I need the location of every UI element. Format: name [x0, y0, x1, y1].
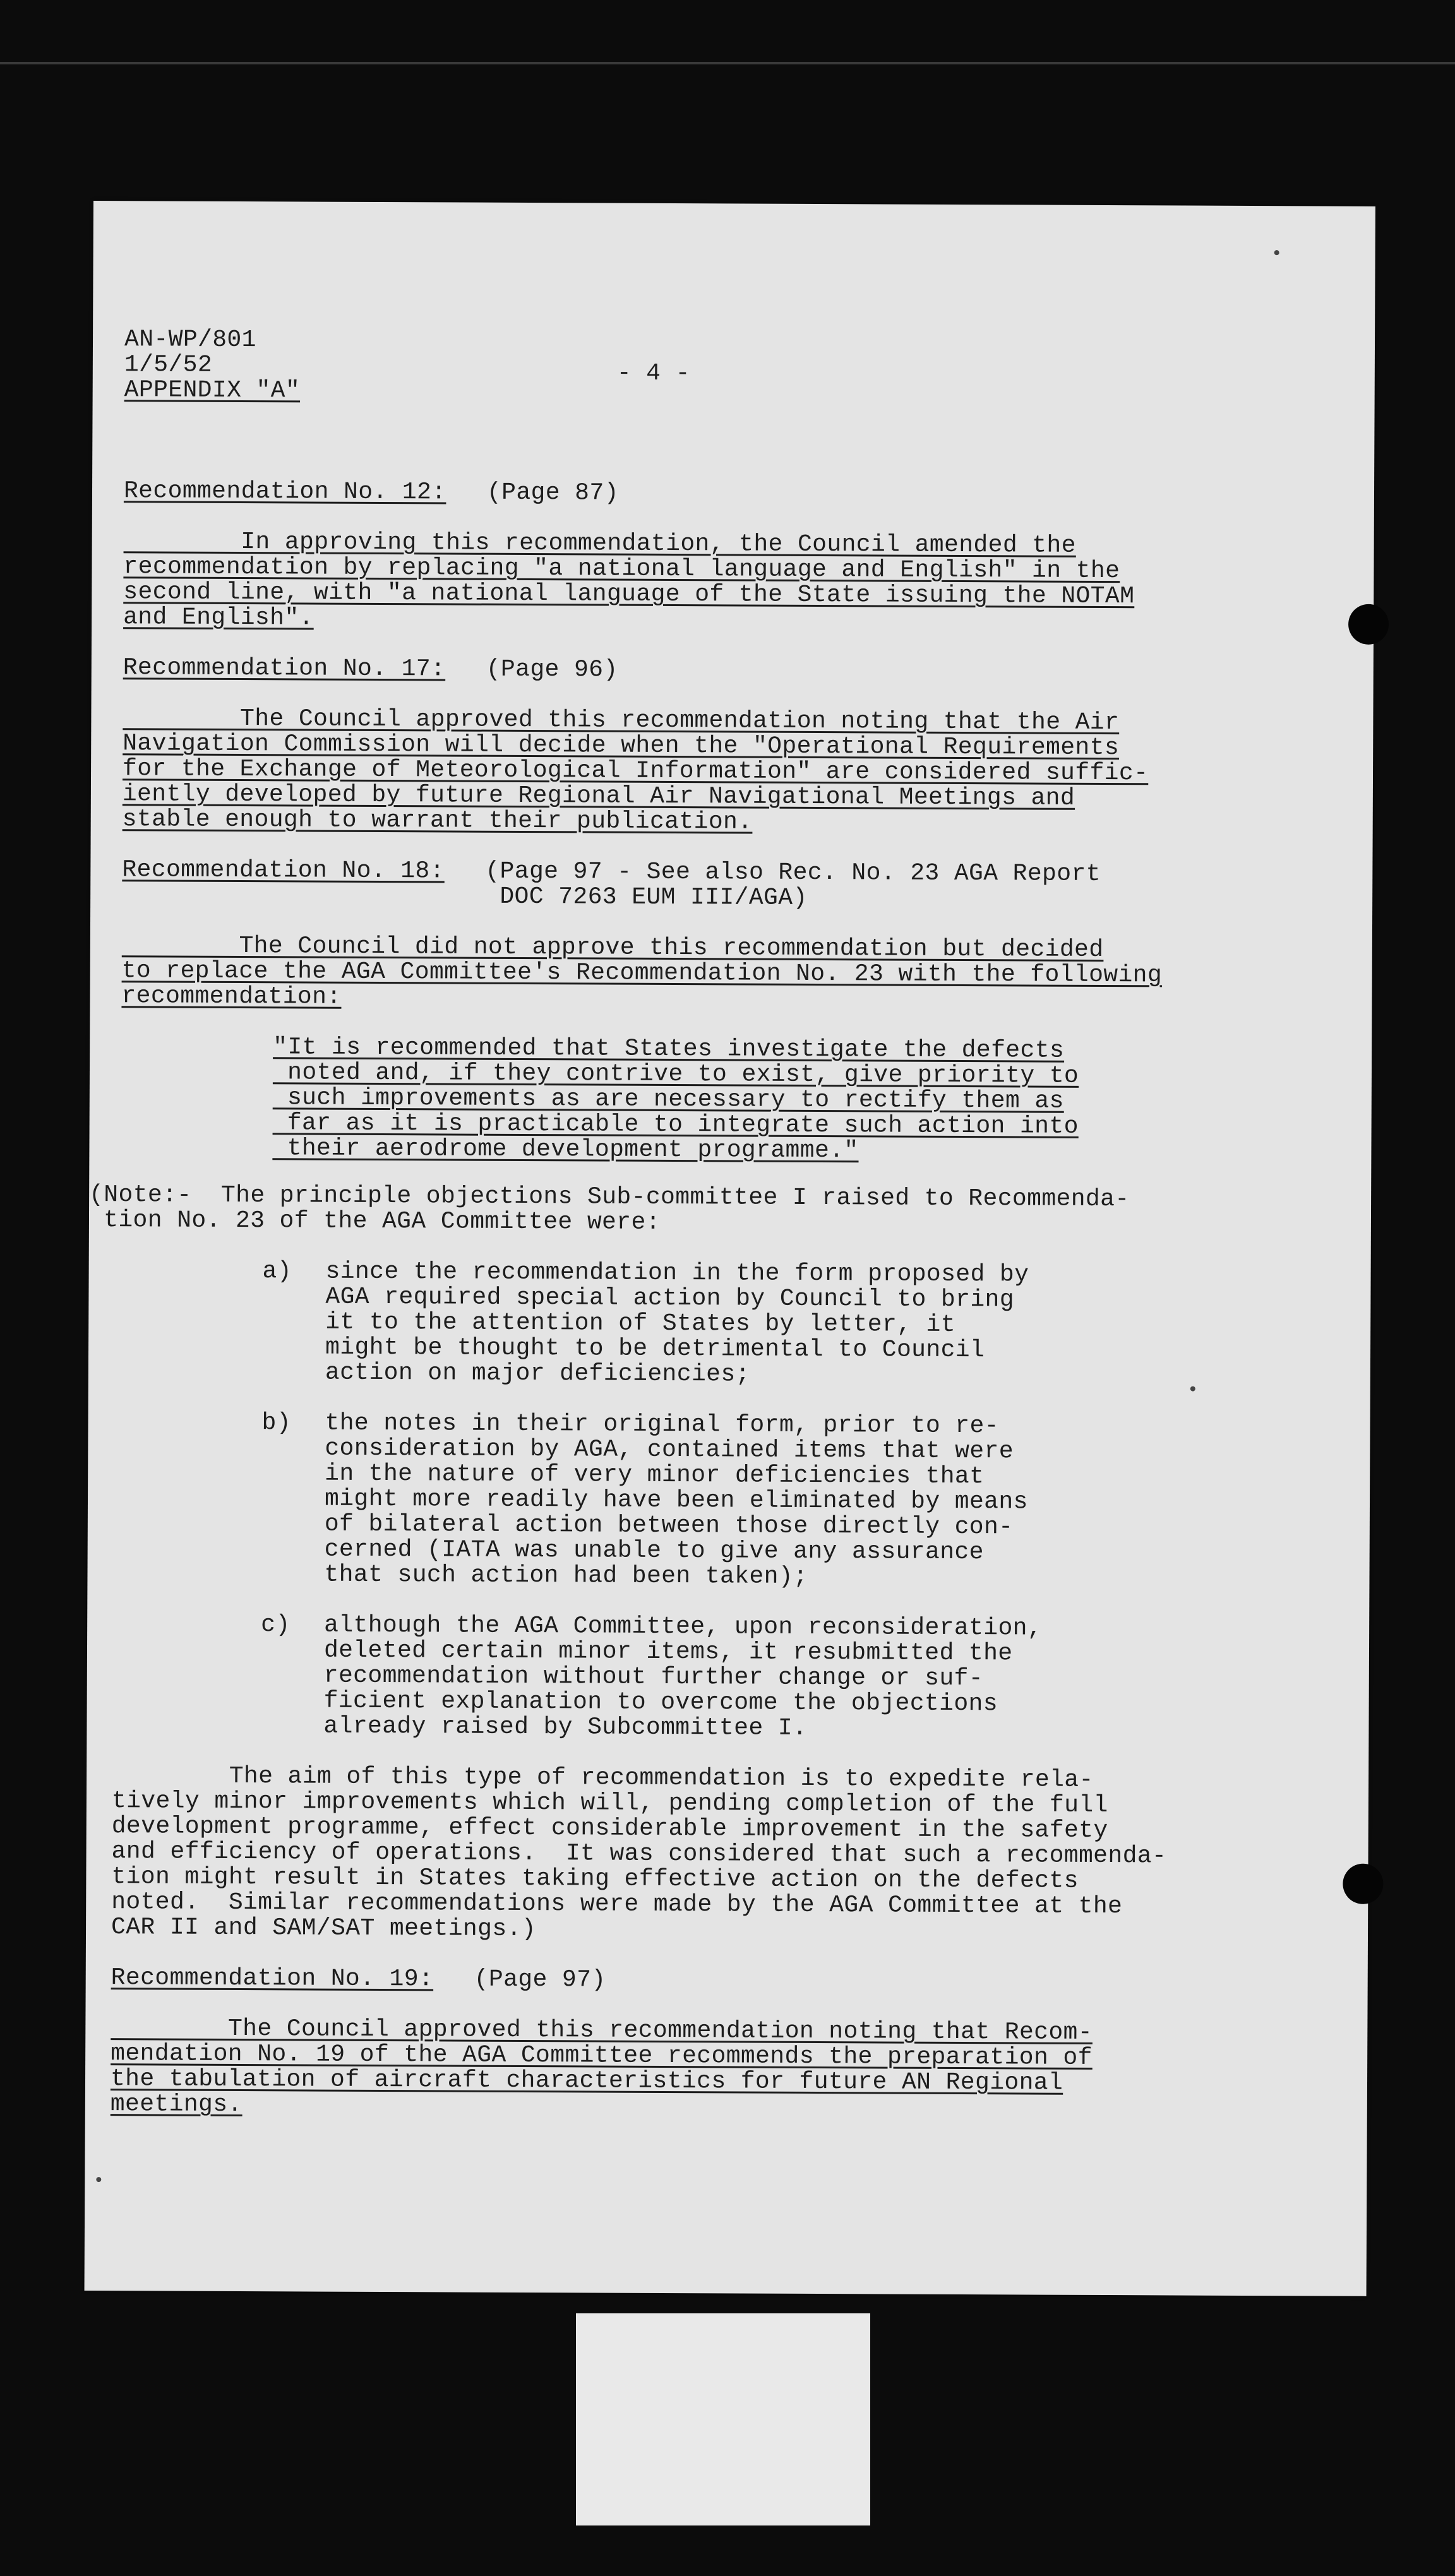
- rec17-line: iently developed by future Regional Air Navigational Meetings and: [122, 780, 1075, 812]
- punch-hole: [1348, 604, 1389, 645]
- list-item-line: might more readily have been eliminated by means: [324, 1485, 1028, 1516]
- dust-speck: [1274, 250, 1279, 255]
- appendix-label: APPENDIX "A": [124, 376, 301, 405]
- list-item-line: already raised by Subcommittee I.: [323, 1712, 808, 1742]
- paragraph-line: The aim of this type of recommendation is to expedite rela-: [112, 1762, 1094, 1794]
- list-item-line: action on major deficiencies;: [325, 1359, 750, 1388]
- punch-hole: [1343, 1864, 1383, 1904]
- rec19-page-ref: (Page 97): [474, 1965, 606, 1994]
- film-edge: [0, 62, 1455, 64]
- list-item-line: of bilateral action between those directly con-: [324, 1510, 1014, 1541]
- dust-speck: [96, 2177, 101, 2182]
- quote-line: "It is recommended that States investigate the defects: [273, 1034, 1065, 1064]
- paragraph-line: tively minor improvements which will, pending completion of the full: [111, 1787, 1108, 1820]
- list-item-line: AGA required special action by Council to bring: [325, 1283, 1015, 1314]
- paragraph-line: CAR II and SAM/SAT meetings.): [111, 1914, 537, 1943]
- document-page: [85, 201, 1375, 2296]
- list-item-line: that such action had been taken);: [324, 1561, 808, 1590]
- rec18-line: to replace the AGA Committee's Recommendation No. 23 with the following: [121, 957, 1163, 989]
- quote-line: far as it is practicable to integrate such action into: [272, 1109, 1079, 1140]
- list-item-line: the notes in their original form, prior to re-: [325, 1409, 1000, 1440]
- rec17-line: stable enough to warrant their publication.: [122, 806, 753, 836]
- rec18-line: recommendation:: [121, 982, 342, 1011]
- quote-line: noted and, if they contrive to exist, give priority to: [272, 1059, 1079, 1090]
- rec12-line: recommendation by replacing "a national language and English" in the: [123, 553, 1120, 585]
- rec19-line: the tabulation of aircraft characteristics for future AN Regional: [110, 2065, 1063, 2097]
- list-item-line: cerned (IATA was unable to give any assurance: [324, 1535, 984, 1566]
- dust-speck: [1190, 1386, 1195, 1392]
- paragraph-line: tion might result in States taking effective action on the defects: [111, 1863, 1079, 1895]
- blank-target-card: [576, 2313, 870, 2525]
- list-item-line: in the nature of very minor deficiencies that: [325, 1460, 985, 1491]
- rec17-line: Navigation Commission will decide when the "Operational Requirements: [123, 730, 1120, 762]
- rec12-heading: Recommendation No. 12:: [123, 477, 446, 506]
- list-item-line: since the recommendation in the form proposed by: [325, 1258, 1029, 1289]
- paragraph-line: noted. Similar recommendations were made by the AGA Committee at the: [111, 1888, 1123, 1921]
- rec12-page-ref: (Page 87): [486, 479, 619, 507]
- list-item-line: might be thought to be detrimental to Council: [325, 1333, 985, 1364]
- rec18-heading: Recommendation No. 18:: [122, 856, 445, 885]
- page-number: - 4 -: [616, 359, 690, 388]
- doc-date: 1/5/52: [124, 351, 213, 379]
- list-item-line: although the AGA Committee, upon reconsideration,: [324, 1611, 1043, 1642]
- paragraph-line: and efficiency of operations. It was considered that such a recommenda-: [111, 1838, 1167, 1870]
- list-item-line: deleted certain minor items, it resubmitted the: [323, 1637, 1013, 1667]
- list-item-line: ficient explanation to overcome the objections: [323, 1687, 998, 1718]
- rec19-line: mendation No. 19 of the AGA Committee recommends the preparation of: [111, 2040, 1093, 2072]
- rec17-heading: Recommendation No. 17:: [123, 654, 446, 683]
- quote-line: their aerodrome development programme.": [272, 1135, 859, 1165]
- rec12-line: second line, with "a national language of the State issuing the NOTAM: [123, 578, 1135, 611]
- quote-line: such improvements as are necessary to rectify them as: [272, 1084, 1064, 1115]
- list-marker: a): [262, 1258, 292, 1285]
- list-item-line: recommendation without further change or suf-: [323, 1662, 984, 1693]
- rec18-page-ref: (Page 97 - See also Rec. No. 23 AGA Report: [485, 857, 1101, 888]
- paragraph-line: development programme, effect considerable improvement in the safety: [111, 1813, 1108, 1845]
- list-marker: c): [261, 1611, 290, 1639]
- rec19-line: meetings.: [110, 2090, 242, 2119]
- rec19-heading: Recommendation No. 19:: [111, 1964, 434, 1993]
- rec17-line: The Council approved this recommendation noting that the Air: [123, 705, 1120, 737]
- list-marker: b): [261, 1409, 292, 1437]
- note-line: (Note:- The principle objections Sub-committee I raised to Recommenda-: [89, 1181, 1130, 1213]
- rec18-line: The Council did not approve this recommendation but decided: [121, 932, 1104, 963]
- rec12-line: and English".: [123, 604, 314, 632]
- note-line: tion No. 23 of the AGA Committee were:: [88, 1206, 661, 1236]
- rec17-line: for the Exchange of Meteorological Information" are considered suffic-: [122, 755, 1149, 787]
- list-item-line: consideration by AGA, contained items that were: [325, 1434, 1014, 1465]
- rec19-line: The Council approved this recommendation noting that Recom-: [111, 2015, 1093, 2046]
- list-item-line: it to the attention of States by letter, it: [325, 1308, 956, 1339]
- rec17-page-ref: (Page 96): [486, 655, 618, 684]
- rec12-line: In approving this recommendation, the Council amended the: [123, 528, 1076, 559]
- doc-reference: AN-WP/801: [124, 326, 256, 354]
- rec18-page-ref: DOC 7263 EUM III/AGA): [485, 883, 808, 912]
